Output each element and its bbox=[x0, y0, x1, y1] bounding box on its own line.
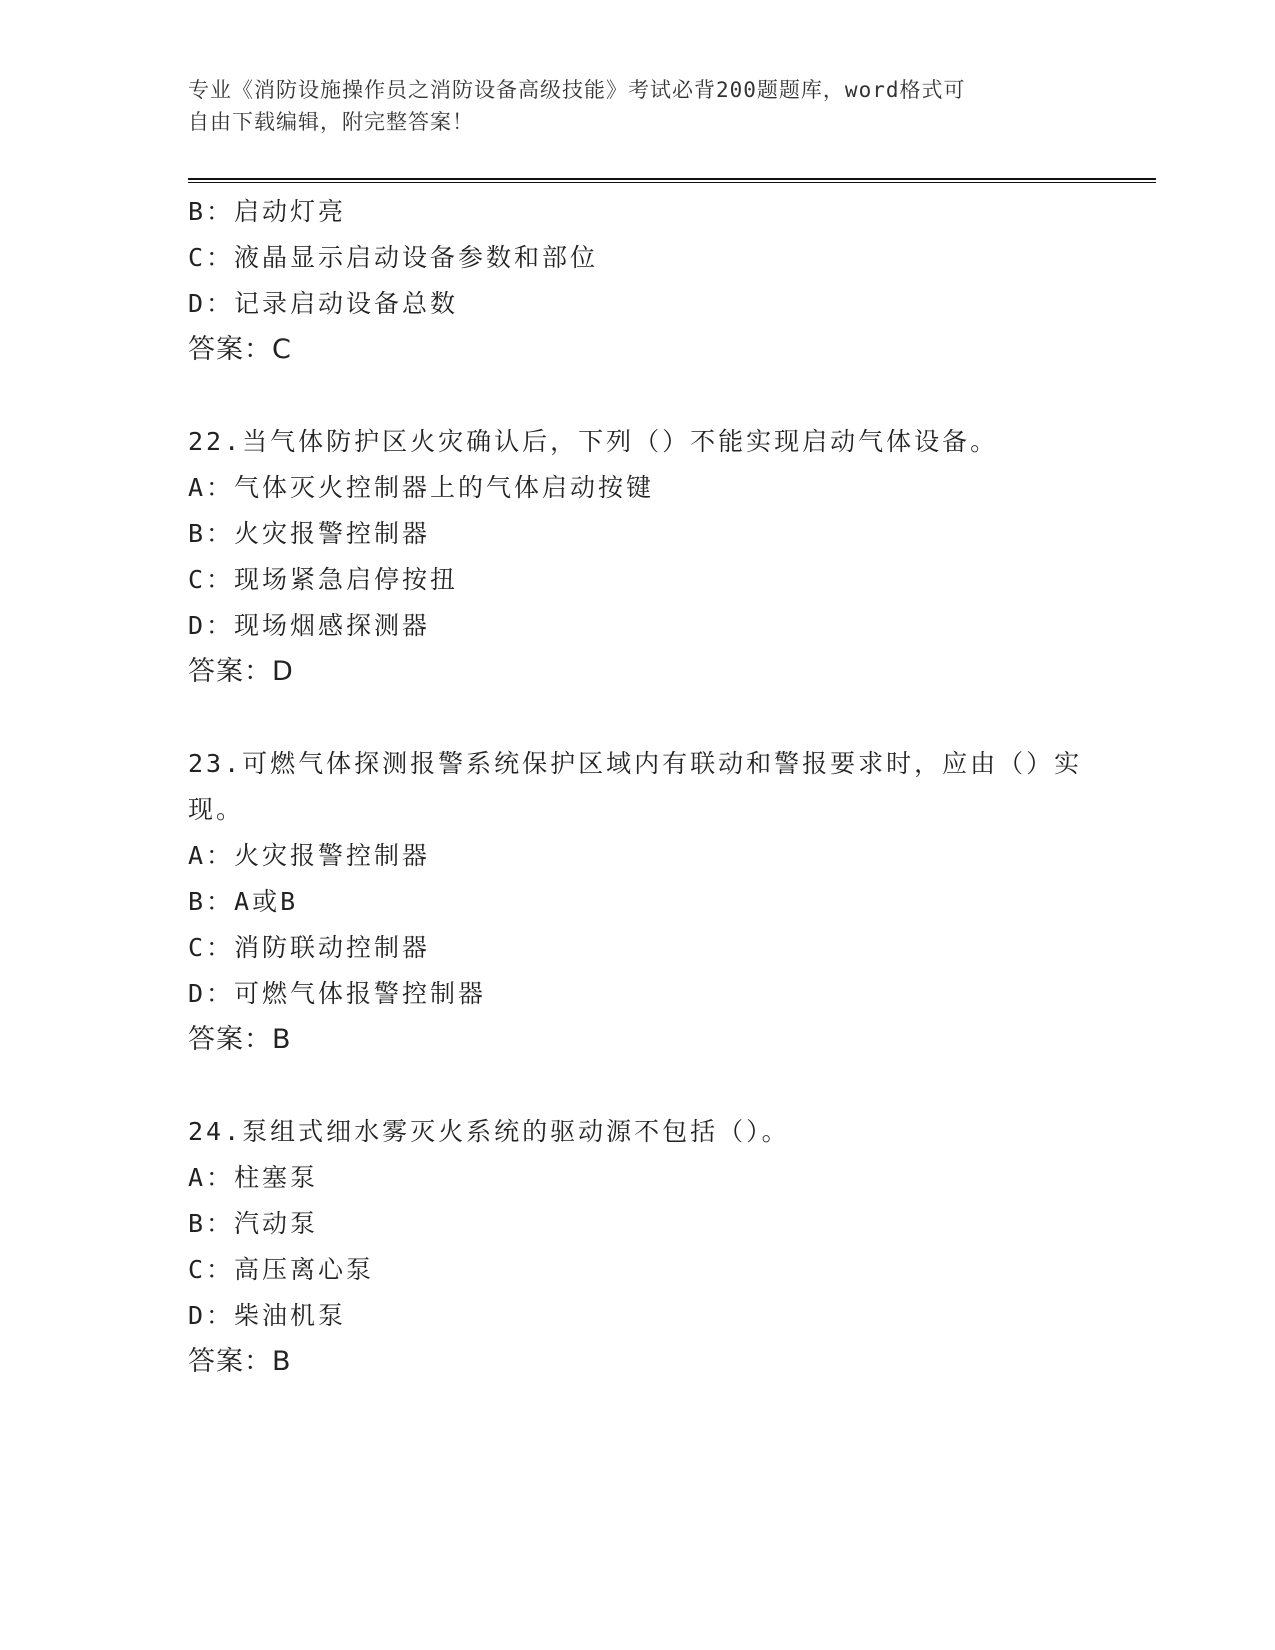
option-b: B：汽动泵 bbox=[188, 1209, 319, 1238]
answer-line: 答案：B bbox=[188, 1024, 292, 1055]
option-d: D：柴油机泵 bbox=[188, 1301, 347, 1330]
option-d: D：记录启动设备总数 bbox=[188, 289, 459, 318]
option-d: D：现场烟感探测器 bbox=[188, 611, 431, 640]
question-item-22 bbox=[188, 419, 1148, 695]
answer-line: 答案：D bbox=[188, 656, 294, 687]
header-divider-thin bbox=[188, 182, 1156, 183]
option-a: A：火灾报警控制器 bbox=[188, 841, 431, 870]
question-text: 22.当气体防护区火灾确认后，下列（）不能实现启动气体设备。 bbox=[188, 427, 999, 456]
option-b: B：A或B bbox=[188, 887, 299, 916]
header-line-1: 专业《消防设施操作员之消防设备高级技能》考试必背200题题库，word格式可 bbox=[188, 78, 966, 102]
question-text: 24.泵组式细水雾灭火系统的驱动源不包括（）。 bbox=[188, 1117, 790, 1146]
header-divider-thick bbox=[188, 178, 1156, 180]
header-line-2: 自由下载编辑，附完整答案！ bbox=[188, 110, 474, 134]
option-c: C：液晶显示启动设备参数和部位 bbox=[188, 243, 599, 272]
answer-line: 答案：C bbox=[188, 334, 292, 365]
question-item-23 bbox=[188, 741, 1148, 1063]
option-a: A：柱塞泵 bbox=[188, 1163, 319, 1192]
option-b: B：火灾报警控制器 bbox=[188, 519, 431, 548]
option-d: D：可燃气体报警控制器 bbox=[188, 979, 487, 1008]
previous-question-continuation bbox=[188, 189, 1148, 373]
question-item-24 bbox=[188, 1109, 1148, 1385]
option-c: C：消防联动控制器 bbox=[188, 933, 431, 962]
option-c: C：高压离心泵 bbox=[188, 1255, 375, 1284]
document-header bbox=[188, 74, 1068, 138]
option-b: B：启动灯亮 bbox=[188, 197, 347, 226]
option-c: C：现场紧急启停按扭 bbox=[188, 565, 459, 594]
question-list bbox=[188, 189, 1148, 1385]
option-a: A：气体灭火控制器上的气体启动按键 bbox=[188, 473, 655, 502]
question-text: 23.可燃气体探测报警系统保护区域内有联动和警报要求时，应由（）实现。 bbox=[188, 749, 1083, 824]
answer-line: 答案：B bbox=[188, 1346, 292, 1377]
